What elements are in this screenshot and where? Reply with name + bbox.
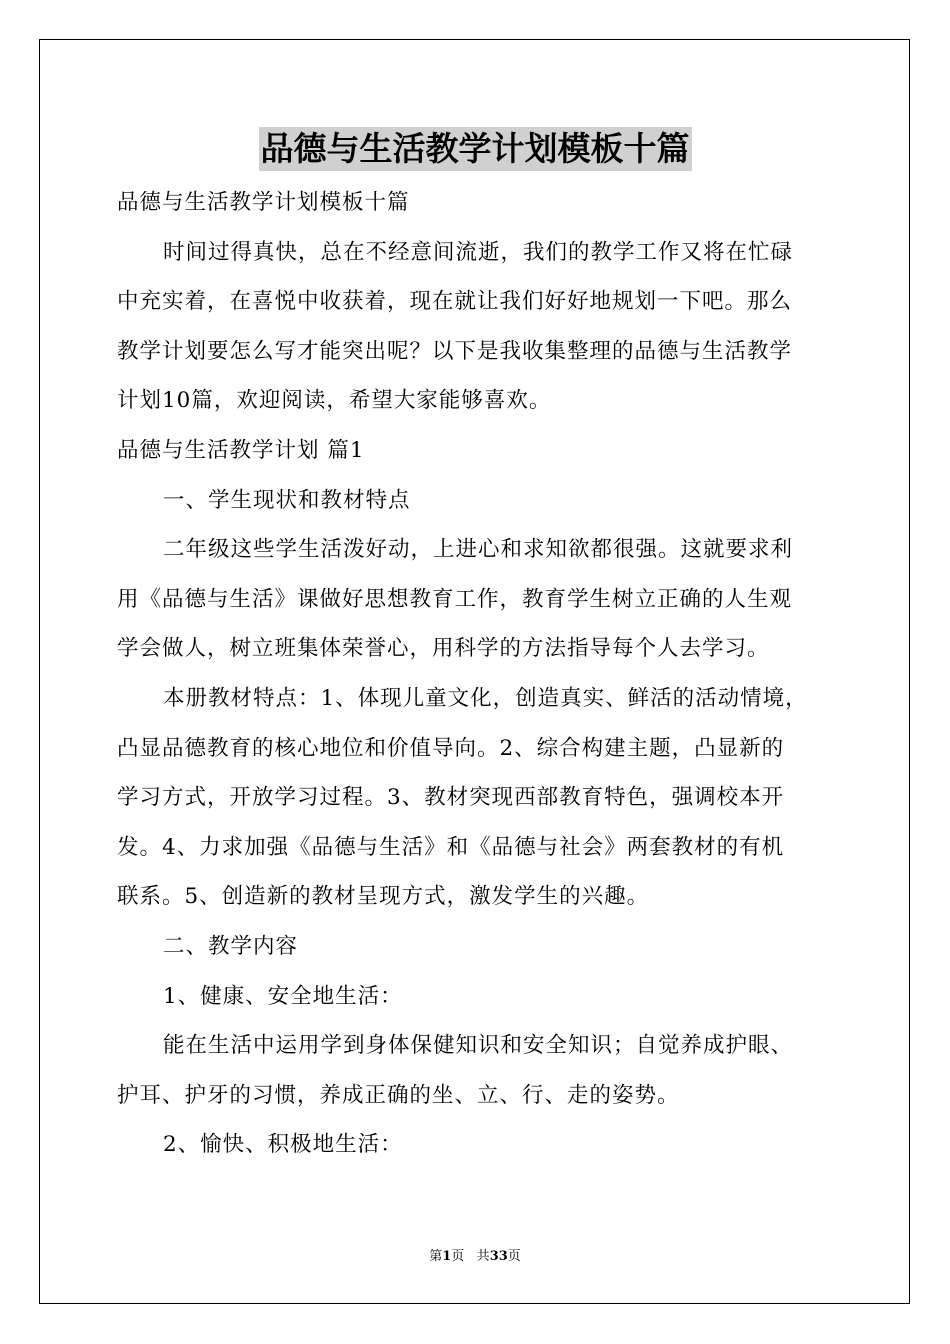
section-heading: 品德与生活教学计划 篇1 [117,437,365,463]
body-line: 学习方式，开放学习过程。3、教材突现西部教育特色，强调校本开 [117,785,785,811]
body-line: 教学计划要怎么写才能突出呢？以下是我收集整理的品德与生活教学 [117,338,793,364]
body-line: 中充实着，在喜悦中收获着，现在就让我们好好地规划一下吧。那么 [117,289,793,315]
footer-current-page: 1 [442,1249,452,1264]
list-item-heading: 1、健康、安全地生活： [163,983,403,1009]
body-line: 本册教材特点：1、体现儿童文化，创造真实、鲜活的活动情境， [163,685,808,711]
document-body [117,178,847,1170]
body-line: 护耳、护牙的习惯，养成正确的坐、立、行、走的姿势。 [117,1082,680,1108]
document-title: 品德与生活教学计划模板十篇 [259,127,692,171]
list-item-heading: 2、愉快、积极地生活： [163,1132,403,1158]
footer-total-suffix: 页 [507,1249,521,1264]
footer-page-suffix: 页 [451,1249,465,1264]
footer-total-pages: 33 [489,1249,508,1264]
body-line: 能在生活中运用学到身体保健知识和安全知识；自觉养成护眼、 [163,1033,794,1059]
body-line: 二年级这些学生活泼好动，上进心和求知欲都很强。这就要求利 [163,537,794,563]
footer-total-prefix: 共 [476,1249,490,1264]
body-line: 用《品德与生活》课做好思想教育工作，教育学生树立正确的人生观 [117,586,793,612]
body-line: 发。4、力求加强《品德与生活》和《品德与社会》两套教材的有机 [117,834,785,860]
body-line: 联系。5、创造新的教材呈现方式，激发学生的兴趣。 [117,884,650,910]
body-line: 计划10篇，欢迎阅读，希望大家能够喜欢。 [117,388,552,414]
subsection-heading: 一、学生现状和教材特点 [163,487,411,513]
body-line: 时间过得真快，总在不经意间流逝，我们的教学工作又将在忙碌 [163,239,794,265]
subsection-heading: 二、教学内容 [163,933,299,959]
title-wrap [0,127,950,171]
body-line: 学会做人，树立班集体荣誉心，用科学的方法指导每个人去学习。 [117,636,770,662]
body-line: 凸显品德教育的核心地位和价值导向。2、综合构建主题，凸显新的 [117,735,785,761]
footer-page-prefix: 第 [429,1249,443,1264]
page-footer [0,1248,950,1266]
body-line: 品德与生活教学计划模板十篇 [117,190,410,215]
